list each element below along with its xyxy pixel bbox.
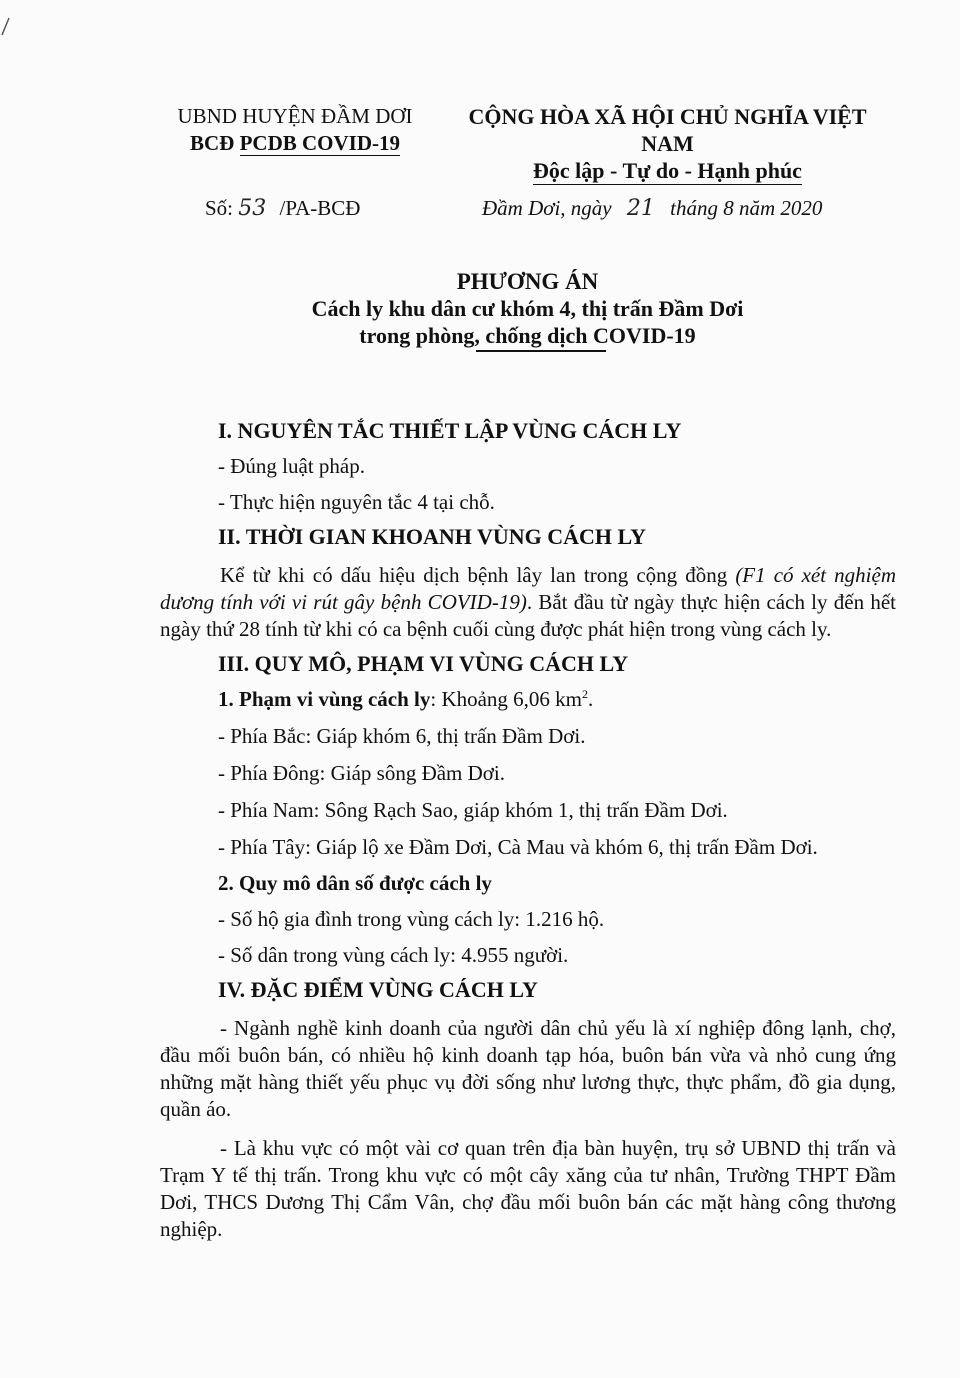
population-count: - Số dân trong vùng cách ly: 4.955 người.	[218, 943, 569, 967]
document-title	[160, 268, 895, 349]
handwritten-number: 53	[238, 196, 267, 221]
scan-edge-mark	[0, 0, 12, 40]
section-4-paragraph: - Là khu vực có một vài cơ quan trên địa bàn huyện, trụ sở UBND thị trấn và Trạm Y tế thị trấn. Trong khu vực có một cây xăng của tư nhân, Trường THPT Đầm Dơi, THCS Dương Thị Cẩm Vân, chợ đầu mối buôn bán các mặt hàng công thương nghiệp.	[160, 1136, 896, 1241]
scope-area: 1. Phạm vi vùng cách ly: Khoảng 6,06 $km^2$.	[218, 687, 594, 711]
title-line3: trong phòng, chống dịch COVID-19	[359, 323, 696, 348]
section-4-heading: IV. ĐẶC ĐIỂM VÙNG CÁCH LY	[218, 977, 538, 1002]
boundary-east: - Phía Đông: Giáp sông Đầm Dơi.	[218, 761, 505, 785]
section-2-paragraph: Kể từ khi có dấu hiệu dịch bệnh lây lan trong cộng đồng (F1 có xét nghiệm dương tính với vi rút gây bệnh COVID-19). Bắt đầu từ ngày thực hiện cách ly đến hết ngày thứ 28 tính từ khi có ca bệnh cuối cùng được phát hiện trong vùng cách ly.	[160, 563, 896, 641]
handwritten-day: 21	[626, 196, 655, 221]
authority-name: UBND HUYỆN ĐẦM DƠI	[177, 104, 413, 128]
boundary-west: - Phía Tây: Giáp lộ xe Đầm Dơi, Cà Mau và khóm 6, thị trấn Đầm Dơi.	[218, 835, 818, 859]
boundary-south: - Phía Nam: Sông Rạch Sao, giáp khóm 1, thị trấn Đầm Dơi.	[218, 798, 728, 822]
document-number: Số: 53 /PA-BCĐ	[205, 196, 361, 221]
section-3-heading: III. QUY MÔ, PHẠM VI VÙNG CÁCH LY	[218, 651, 629, 676]
population-heading: 2. Quy mô dân số được cách ly	[218, 871, 492, 895]
section-1-item: - Thực hiện nguyên tắc 4 tại chỗ.	[218, 490, 495, 514]
issuing-authority	[150, 103, 440, 157]
national-motto	[440, 103, 895, 184]
motto: Độc lập - Tự do - Hạnh phúc	[533, 158, 802, 183]
country-name: CỘNG HÒA XÃ HỘI CHỦ NGHĨA VIỆT NAM	[468, 104, 867, 156]
section-2-heading: II. THỜI GIAN KHOANH VÙNG CÁCH LY	[218, 524, 647, 549]
section-1-item: - Đúng luật pháp.	[218, 454, 365, 478]
title-line2: Cách ly khu dân cư khóm 4, thị trấn Đầm Dơi	[311, 296, 744, 321]
title-line1: PHƯƠNG ÁN	[456, 269, 599, 294]
document-body	[160, 418, 896, 1243]
section-4-paragraph: - Ngành nghề kinh doanh của người dân chủ yếu là xí nghiệp đông lạnh, chợ, đầu mối buôn bán, có nhiều hộ kinh doanh tạp hóa, buôn bán vừa và nhỏ cung ứng những mặt hàng thiết yếu phục vụ đời sống như lương thực, thực phẩm, đồ gia dụng, quần áo.	[160, 1016, 896, 1121]
document-date: Đầm Dơi, ngày 21 tháng 8 năm 2020	[482, 196, 823, 221]
committee-name: BCĐ PCDB COVID-19	[189, 131, 400, 155]
title-underline	[476, 350, 606, 352]
section-1-heading: I. NGUYÊN TẮC THIẾT LẬP VÙNG CÁCH LY	[218, 418, 682, 443]
boundary-north: - Phía Bắc: Giáp khóm 6, thị trấn Đầm Dơi.	[218, 724, 586, 748]
household-count: - Số hộ gia đình trong vùng cách ly: 1.216 hộ.	[218, 907, 605, 931]
